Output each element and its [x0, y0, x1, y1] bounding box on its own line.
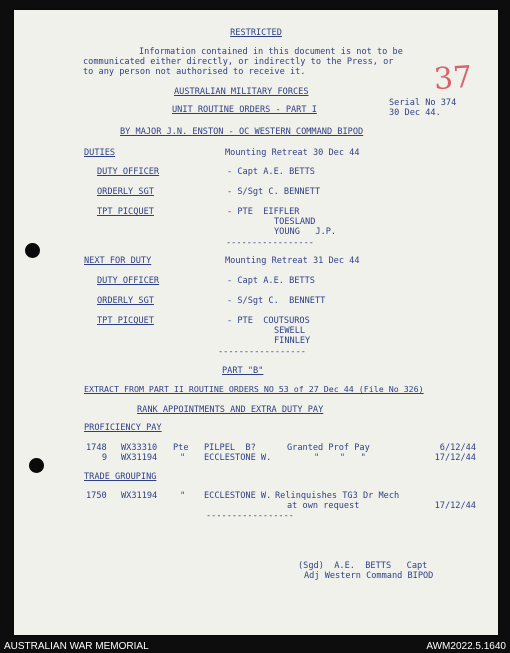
separator: -----------------	[206, 511, 294, 521]
duty-holder: - Capt A.E. BETTS	[227, 167, 315, 177]
soldier-name: ECCLESTONE W.	[204, 491, 272, 501]
service-number: WX31194	[121, 453, 158, 463]
rank: "	[180, 453, 186, 463]
by-line: BY MAJOR J.N. ENSTON - OC WESTERN COMMAND BIPOD	[120, 127, 364, 137]
punch-hole	[25, 243, 40, 258]
signature-line: (Sgd) A.E. BETTS Capt	[298, 561, 428, 571]
entry-number: 1750	[86, 491, 107, 501]
entry-date: 6/12/44	[439, 443, 476, 453]
heading-forces: AUSTRALIAN MILITARY FORCES	[174, 87, 309, 97]
rank: "	[180, 491, 186, 501]
separator: -----------------	[226, 238, 314, 248]
duty-role: ORDERLY SGT	[97, 296, 154, 306]
heading-orders: UNIT ROUTINE ORDERS - PART I	[172, 105, 317, 115]
soldier-name: ECCLESTONE W.	[204, 453, 272, 463]
duty-role: ORDERLY SGT	[97, 187, 154, 197]
duty-holder: - PTE EIFFLER	[227, 207, 300, 217]
entry-date: 17/12/44	[434, 501, 476, 511]
signature-role: Adj Western Command BIPOD	[304, 571, 434, 581]
next-duty-label: NEXT FOR DUTY	[84, 256, 152, 266]
proficiency-label: PROFICIENCY PAY	[84, 423, 162, 433]
picquet-name: TOESLAND	[274, 217, 316, 227]
notice-line-3: to any person not authorised to receive it.	[83, 67, 306, 77]
picquet-name: SEWELL	[274, 326, 306, 336]
service-number: WX33310	[121, 443, 158, 453]
remark: Granted Prof Pay	[287, 443, 370, 453]
punch-hole	[29, 458, 44, 473]
entry-number: 1748	[86, 443, 107, 453]
handwritten-number: 37	[432, 59, 474, 98]
notice-line-1: Information contained in this document is not to be	[139, 47, 403, 57]
duty-role: DUTY OFFICER	[97, 167, 160, 177]
service-number: WX31194	[121, 491, 158, 501]
footer-accession-number: AWM2022.5.1640	[426, 641, 506, 652]
extract-line: EXTRACT FROM PART II ROUTINE ORDERS NO 53 of 27 Dec 44 (File No 326)	[84, 384, 424, 394]
restricted-heading: RESTRICTED	[230, 28, 282, 38]
rank: Pte	[173, 443, 189, 453]
remark: Relinquishes TG3 Dr Mech	[275, 491, 400, 501]
notice-line-2: communicated either directly, or indirectly to the Press, or	[83, 57, 394, 67]
duties-label: DUTIES	[84, 148, 116, 158]
entry-date: 17/12/44	[434, 453, 476, 463]
duty-role: DUTY OFFICER	[97, 276, 160, 286]
rank-heading: RANK APPOINTMENTS AND EXTRA DUTY PAY	[137, 405, 324, 415]
remark: " " "	[314, 453, 366, 463]
duty-holder: - Capt A.E. BETTS	[227, 276, 315, 286]
serial-number: Serial No 374	[389, 98, 457, 108]
entry-number: 9	[101, 453, 107, 463]
duty-holder: - PTE COUTSUROS	[227, 316, 310, 326]
separator: -----------------	[218, 347, 306, 357]
next-duty-mounting: Mounting Retreat 31 Dec 44	[225, 256, 360, 266]
duty-role: TPT PICQUET	[97, 207, 154, 217]
remark-continued: at own request	[287, 501, 360, 511]
picquet-name: YOUNG J.P.	[274, 227, 337, 237]
document-page	[14, 10, 498, 635]
footer-credit: AUSTRALIAN WAR MEMORIAL	[4, 641, 149, 652]
serial-date: 30 Dec 44.	[389, 108, 441, 118]
part-b-heading: PART "B"	[222, 366, 264, 376]
duties-mounting: Mounting Retreat 30 Dec 44	[225, 148, 360, 158]
duty-holder: - S/Sgt C. BENNETT	[227, 296, 326, 306]
duty-role: TPT PICQUET	[97, 316, 154, 326]
trade-grouping-label: TRADE GROUPING	[84, 472, 157, 482]
soldier-name: PILPEL B?	[204, 443, 256, 453]
picquet-name: FINNLEY	[274, 336, 311, 346]
duty-holder: - S/Sgt C. BENNETT	[227, 187, 321, 197]
